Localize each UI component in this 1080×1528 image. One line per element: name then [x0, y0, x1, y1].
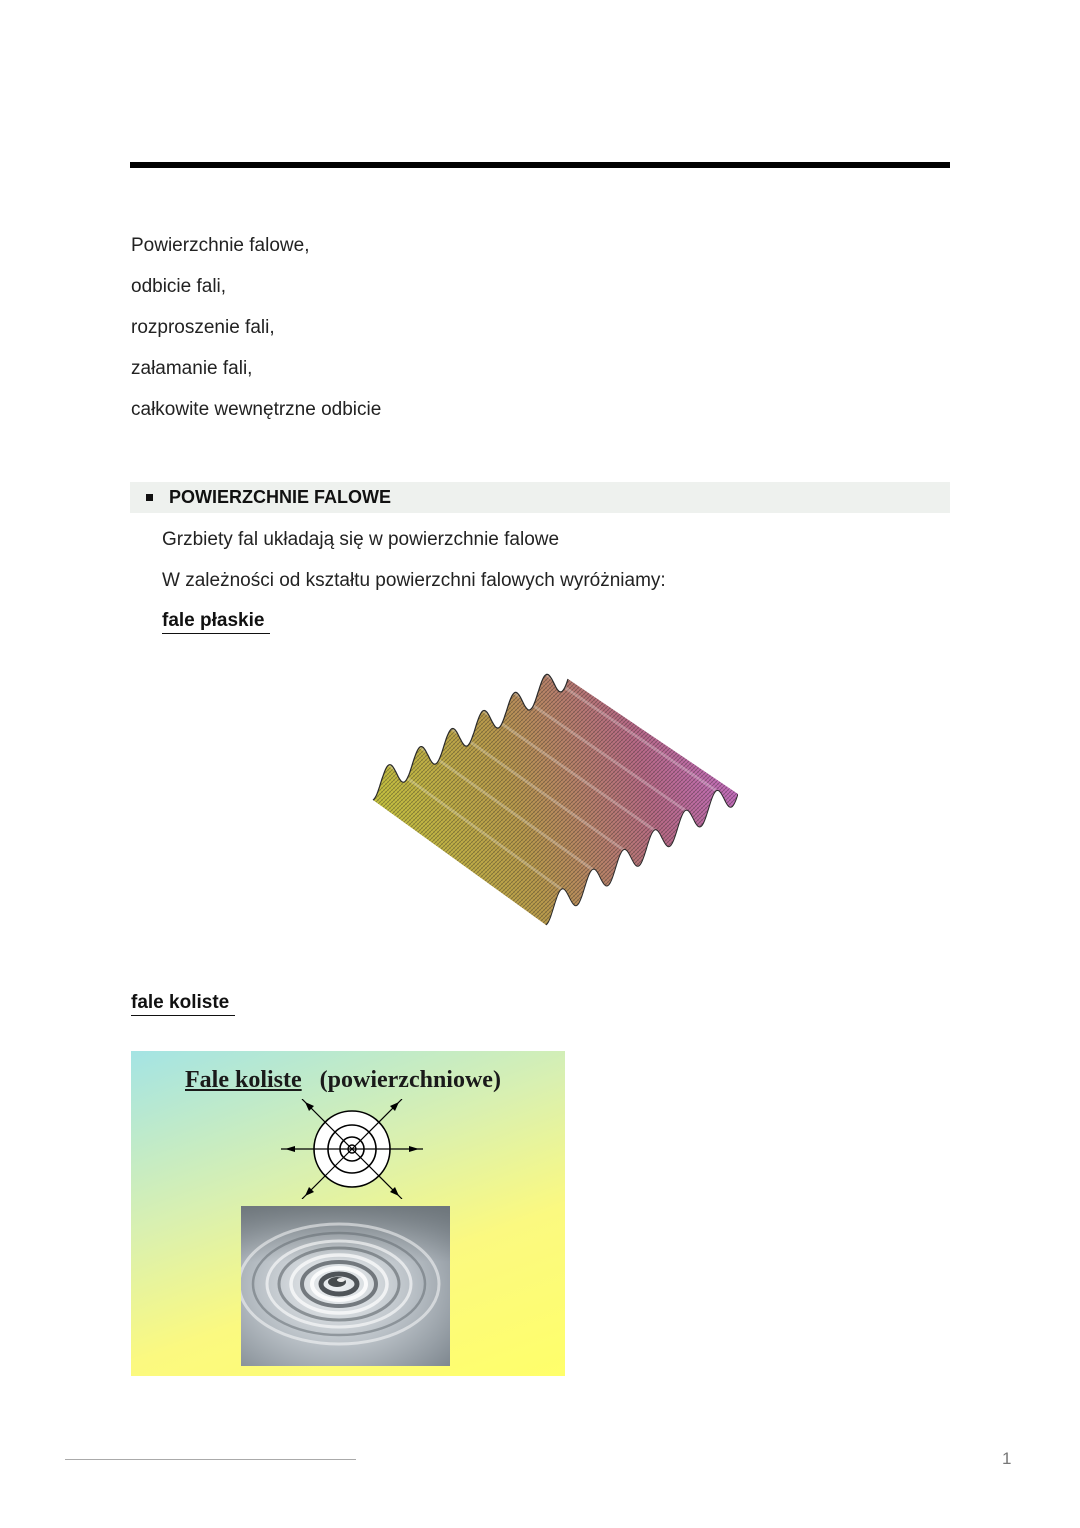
- page-number: 1: [1002, 1449, 1012, 1468]
- intro-line: rozproszenie fali,: [131, 317, 275, 338]
- paragraph: W zależności od kształtu powierzchni falowych wyróżniamy:: [162, 570, 666, 591]
- intro-line: załamanie fali,: [131, 358, 253, 379]
- figure-title: [185, 1067, 501, 1094]
- circular-waves-heading: fale koliste: [131, 991, 235, 1016]
- intro-line: Powierzchnie falowe,: [131, 235, 310, 256]
- footer-rule: [65, 1459, 356, 1460]
- intro-list: [131, 232, 381, 437]
- bullet-icon: [146, 494, 153, 501]
- plane-waves-heading: fale płaskie: [162, 609, 270, 634]
- figure-title-sub: (powierzchniowe): [319, 1067, 501, 1093]
- intro-line: całkowite wewnętrzne odbicie: [131, 399, 382, 420]
- circular-waves-figure: [131, 1051, 565, 1376]
- figure-title-main: Fale koliste: [185, 1067, 302, 1093]
- top-rule: [130, 162, 950, 168]
- wave-mesh: [373, 674, 738, 925]
- intro-line: odbicie fali,: [131, 276, 227, 297]
- concentric-rings-diagram: [281, 1099, 423, 1199]
- section-title: POWIERZCHNIE FALOWE: [169, 487, 391, 507]
- plane-wave-figure: [368, 670, 738, 960]
- paragraph: Grzbiety fal układają się w powierzchnie falowe: [162, 529, 560, 550]
- water-ripple-photo: [241, 1206, 450, 1366]
